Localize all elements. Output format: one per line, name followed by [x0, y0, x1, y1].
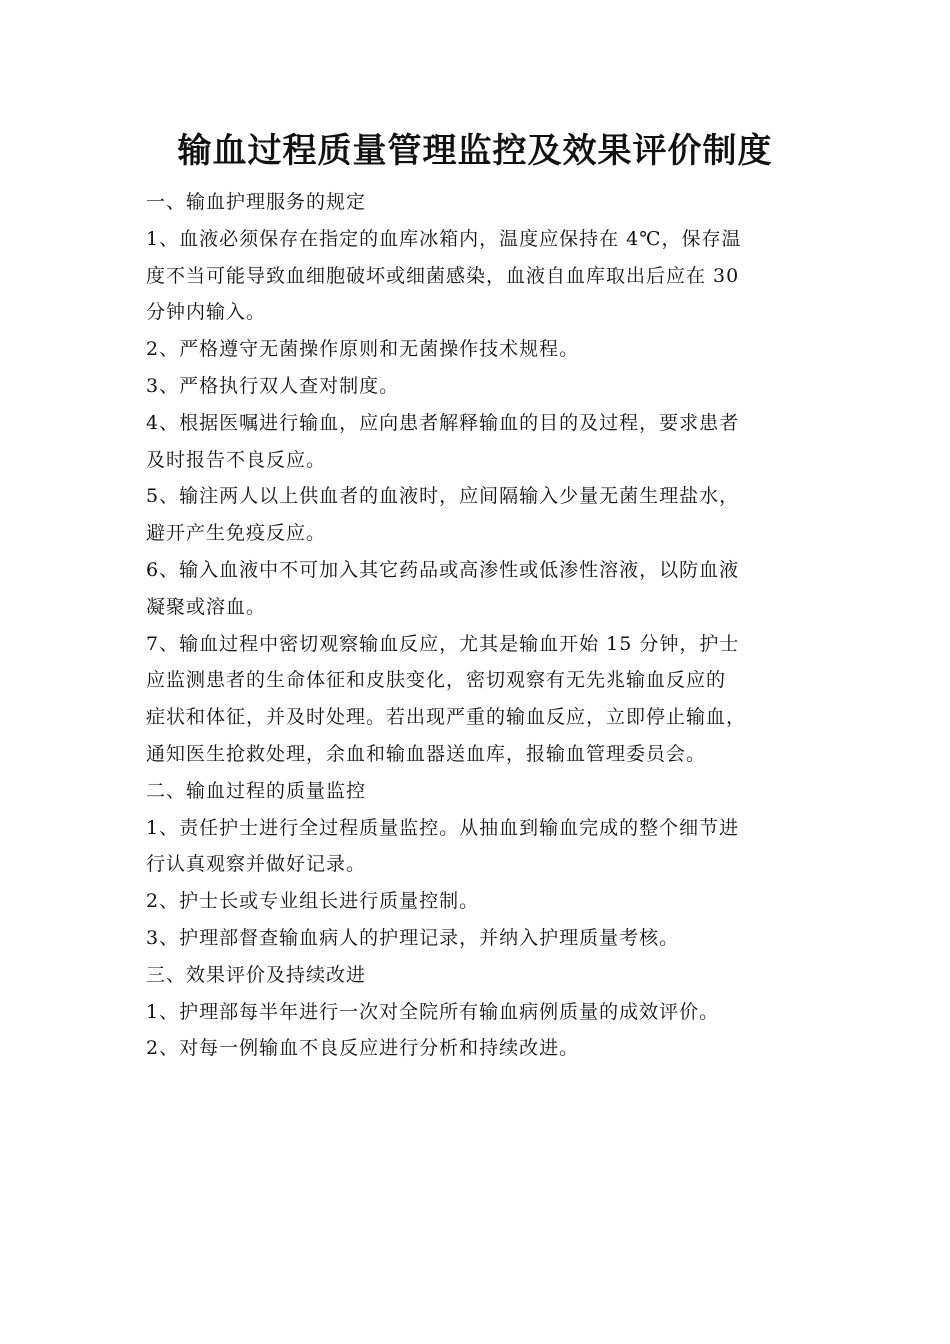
body-line: 6、输入血液中不可加入其它药品或高渗性或低渗性溶液，以防血液: [146, 558, 740, 581]
body-line: 及时报告不良反应。: [146, 448, 327, 471]
body-line: 凝聚或溶血。: [146, 595, 267, 618]
body-line: 2、严格遵守无菌操作原则和无菌操作技术规程。: [146, 338, 580, 361]
body-line: 1、责任护士进行全过程质量监控。从抽血到输血完成的整个细节进: [146, 816, 740, 839]
body-line: 1、血液必须保存在指定的血库冰箱内，温度应保持在 4℃，保存温: [146, 227, 742, 250]
body-line: 应监测患者的生命体征和皮肤变化，密切观察有无先兆输血反应的: [146, 669, 727, 692]
section-heading-3: 三、效果评价及持续改进: [146, 963, 367, 986]
body-line: 7、输血过程中密切观察输血反应，尤其是输血开始 15 分钟，护士: [146, 632, 740, 655]
body-line: 度不当可能导致血细胞破坏或细菌感染，血液自血库取出后应在 30: [146, 264, 740, 287]
body-line: 4、根据医嘱进行输血，应向患者解释输血的目的及过程，要求患者: [146, 411, 740, 434]
body-line: 1、护理部每半年进行一次对全院所有输血病例质量的成效评价。: [146, 1000, 720, 1023]
document-body: [146, 184, 846, 1067]
section-heading-1: 一、输血护理服务的规定: [146, 191, 367, 213]
body-line: 分钟内输入。: [146, 301, 267, 324]
body-line: 3、严格执行双人查对制度。: [146, 374, 400, 397]
body-line: 避开产生免疫反应。: [146, 522, 327, 545]
body-line: 5、输注两人以上供血者的血液时，应间隔输入少量无菌生理盐水，: [146, 485, 740, 508]
document-title: 输血过程质量管理监控及效果评价制度: [177, 131, 773, 171]
body-line: 3、护理部督查输血病人的护理记录，并纳入护理质量考核。: [146, 926, 680, 949]
section-heading-2: 二、输血过程的质量监控: [146, 779, 367, 802]
body-line: 2、对每一例输血不良反应进行分析和持续改进。: [146, 1037, 580, 1060]
body-line: 症状和体征，并及时处理。若出现严重的输血反应，立即停止输血，: [146, 706, 747, 729]
body-line: 通知医生抢救处理，余血和输血器送血库，报输血管理委员会。: [146, 742, 707, 765]
body-line: 2、护士长或专业组长进行质量控制。: [146, 890, 480, 913]
body-line: 行认真观察并做好记录。: [146, 853, 367, 876]
